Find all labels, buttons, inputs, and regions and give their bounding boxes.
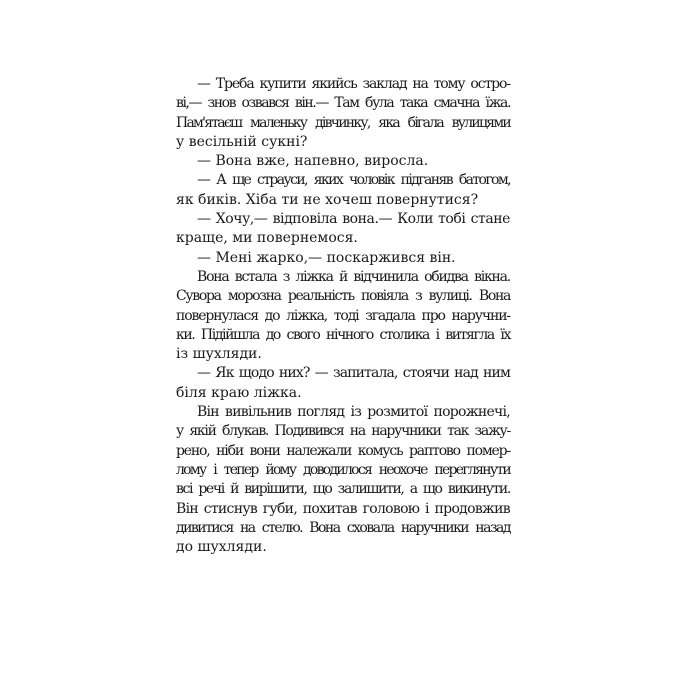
text-line: лому і тепер йому доводилося неохоче переглянути [176,461,510,478]
text-line: ки. Підійшла до свого нічного столика і витягла їх [176,326,510,343]
text-line: всі речі й вирішити, що залишити, а що викинути. [176,481,510,498]
text-line: Вона встала з ліжка й відчинила обидва вікна. [197,268,510,285]
text-line: як биків. Хіба ти не хочеш повернутися? [176,191,479,208]
text-line: дивитися на стелю. Вона сховала наручники назад [176,519,510,536]
text-line: біля краю ліжка. [176,384,302,401]
paragraph [176,364,510,403]
paragraph [176,171,510,210]
text-line: — Як щодо них? — запитала, стоячи над ним [197,365,510,382]
text-line: ві,— знов озвався він.— Там була така смачна їжа. [176,95,510,112]
text-line: — Хочу,— відповіла вона.— Коли тобі стане [197,211,510,228]
text-line: — Треба купити якийсь заклад на тому остро- [197,76,510,92]
text-line: Він вивільнив погляд із розмитої порожнечі, [197,404,510,421]
page-text [176,75,510,557]
paragraph [176,152,510,171]
text-line: Він стиснув губи, похитав головою і продовжив [176,500,510,517]
text-line: у весільній сукні? [176,133,308,150]
text-line: Пам'ятаєш маленьку дівчинку, яка бігала вулицями [176,114,510,131]
text-line: повернулася до ліжка, тоді згадала про наручни- [176,307,510,324]
text-line: — Вона вже, напевно, виросла. [197,153,429,170]
paragraph [176,268,510,364]
text-line: рено, ніби вони належали комусь раптово помер- [176,442,510,459]
text-line: — А ще страуси, яких чоловік підганяв батогом, [197,172,510,189]
paragraph [176,210,510,249]
text-line: Сувора морозна реальність повіяла з вулиці. Вона [176,288,510,305]
text-line: краще, ми повернемося. [176,230,358,247]
text-line: — Мені жарко,— поскаржився він. [197,249,456,266]
text-line: у якій блукав. Подивився на наручники так зажу- [176,423,510,440]
paragraph [176,75,510,152]
text-line: із шухляди. [176,346,262,363]
paragraph [176,249,510,268]
text-line: до шухляди. [176,539,267,556]
paragraph [176,403,510,557]
